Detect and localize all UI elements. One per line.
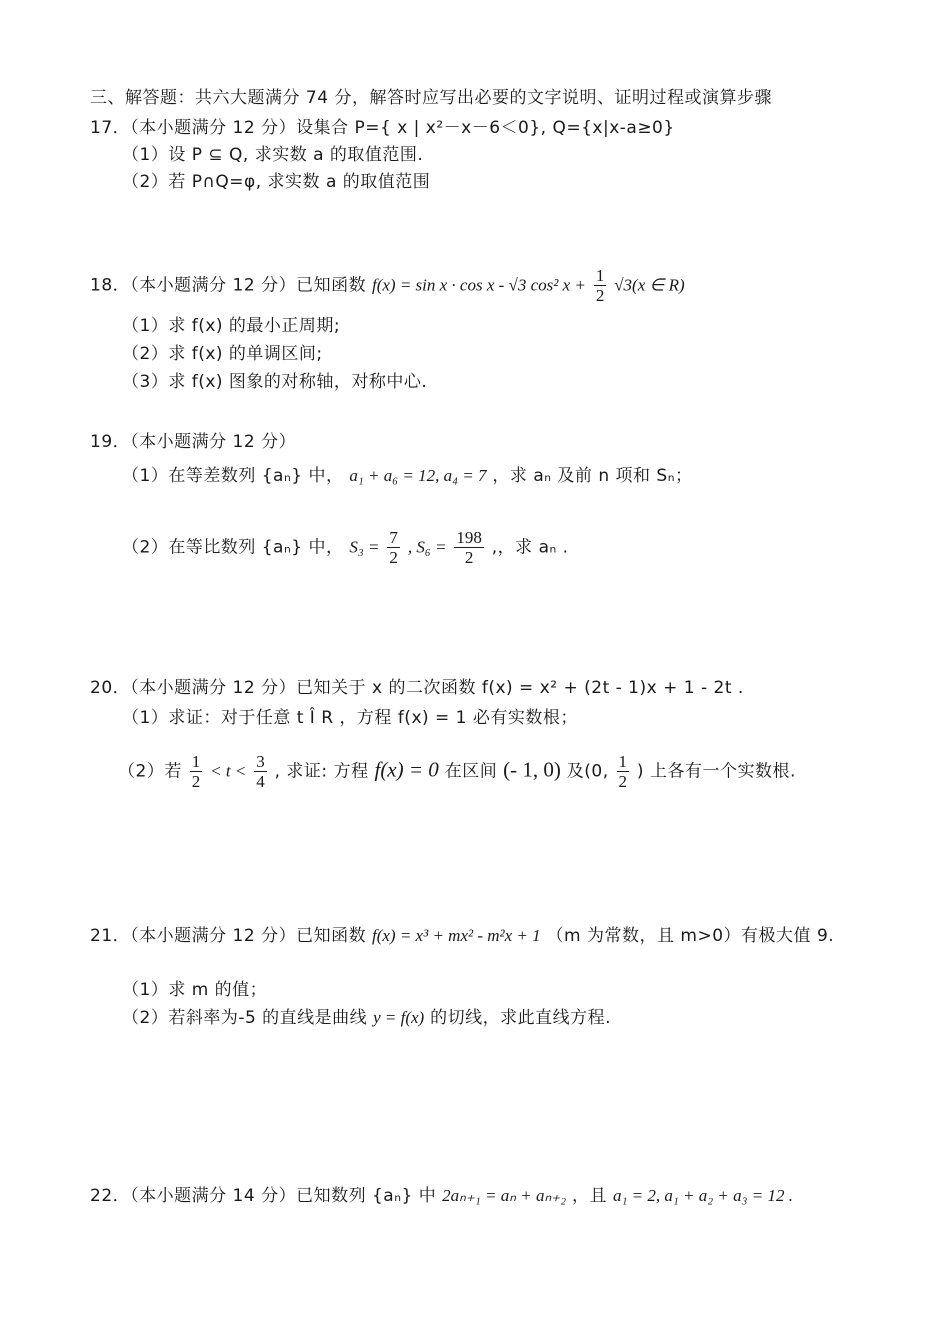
q20-frac-half-2 — [617, 752, 630, 791]
q20-n3: 1 — [618, 752, 628, 771]
q21-prefix: 21．（本小题满分 12 分）已知函数 — [90, 926, 367, 946]
q19-s3-den: 2 — [389, 548, 398, 567]
q18-part1: （1）求 f(x) 的最小正周期; — [122, 316, 341, 336]
q20-d1: 2 — [191, 772, 201, 791]
q19-p2-tail: ,，求 aₙ . — [491, 537, 569, 558]
q19-p2-text: （2）在等比数列 {aₙ} 中， — [122, 537, 344, 558]
q21-p2-curve: y = f(x) — [373, 1008, 425, 1027]
q22-recurrence: 2aₙ₊₁ = aₙ + aₙ₊₂ — [442, 1186, 567, 1205]
q20-p2-int1: (- 1, 0) — [503, 757, 561, 782]
q22-mid: ，且 — [572, 1186, 608, 1206]
q20-frac-three-quarters — [254, 752, 267, 791]
q20-part1: （1）求证：对于任意 t Î R ，方程 f(x) = 1 必有实数根； — [122, 708, 578, 728]
q19-s3-num: 7 — [389, 528, 398, 547]
q20-p2-eq: f(x) = 0 — [374, 757, 439, 782]
q20-stem: 20．（本小题满分 12 分）已知关于 x 的二次函数 f(x) = x² + (2t - 1)x + 1 - 2t . — [90, 678, 744, 698]
q19-p1-tail: ，求 aₙ 及前 n 项和 Sₙ； — [492, 466, 693, 486]
q20-n2: 3 — [256, 752, 265, 771]
q22-condition: a₁ = 2, a₁ + a₂ + a₃ = 12 . — [612, 1186, 793, 1205]
q20-p2-d: 在区间 — [444, 761, 498, 782]
q20-part2 — [118, 752, 796, 791]
q21-p2-b: 的切线，求此直线方程. — [430, 1008, 611, 1028]
q18-stem — [90, 266, 685, 305]
q18-prefix: 18．（本小题满分 12 分）已知函数 — [90, 275, 367, 296]
q20-p2-e: 及(0, — [566, 761, 609, 782]
q19-part2 — [122, 528, 569, 567]
q21-part1: （1）求 m 的值； — [122, 980, 268, 1000]
q20-n1: 1 — [191, 752, 201, 771]
q17-part2: （2）若 P∩Q=φ, 求实数 a 的取值范围 — [122, 172, 431, 192]
q21-stem — [90, 924, 834, 948]
q17-part1: （1）设 P ⊆ Q, 求实数 a 的取值范围. — [122, 145, 424, 165]
q18-part2: （2）求 f(x) 的单调区间; — [122, 344, 323, 364]
q21-p2-a: （2）若斜率为-5 的直线是曲线 — [122, 1008, 368, 1028]
q19-stem: 19．（本小题满分 12 分） — [90, 432, 297, 452]
q17-stem: 17．（本小题满分 12 分）设集合 P={ x | x²－x－6＜0}, Q={x|x-a≥0} — [90, 118, 675, 138]
q20-p2-c: , 求证: 方程 — [274, 761, 369, 782]
q19-p1-text: （1）在等差数列 {aₙ} 中， — [122, 466, 344, 486]
q19-s3-fraction — [387, 528, 400, 567]
q18-function-open: f(x) = sin x · cos x - √3 cos² x + — [371, 275, 586, 295]
q19-p2-s3: S₃ = — [349, 537, 380, 557]
q19-s6-den: 2 — [464, 548, 474, 567]
q21-tail: （m 为常数，且 m>0）有极大值 9. — [546, 926, 835, 946]
q18-frac-num: 1 — [595, 266, 605, 285]
q22-stem — [90, 1184, 793, 1208]
q20-frac-half — [190, 752, 203, 791]
q18-part3: （3）求 f(x) 图象的对称轴，对称中心. — [122, 372, 428, 392]
q18-frac-den: 2 — [595, 286, 605, 305]
q20-p2-f: ) 上各有一个实数根. — [636, 761, 796, 782]
q20-p2-a: （2）若 — [118, 761, 182, 782]
section-heading: 三、解答题：共六大题满分 74 分，解答时应写出必要的文字说明、证明过程或演算步骤 — [90, 88, 772, 108]
q20-d2: 4 — [256, 772, 265, 791]
q19-s6-num: 198 — [456, 528, 482, 547]
q19-p1-math: a₁ + a₆ = 12, a₄ = 7 — [349, 466, 487, 485]
q19-part1 — [122, 464, 692, 488]
q18-function-close: √3(x ∈ R) — [614, 275, 685, 295]
q22-prefix: 22．（本小题满分 14 分）已知数列 {aₙ} 中 — [90, 1186, 437, 1206]
q18-fraction — [594, 266, 607, 305]
q21-function: f(x) = x³ + mx² - m²x + 1 — [371, 926, 541, 945]
q20-p2-b: < t < — [210, 761, 247, 781]
q21-part2 — [122, 1006, 611, 1030]
q20-d3: 2 — [618, 772, 628, 791]
q19-p2-s6: , S₆ = — [407, 537, 447, 557]
q19-s6-fraction — [454, 528, 484, 567]
